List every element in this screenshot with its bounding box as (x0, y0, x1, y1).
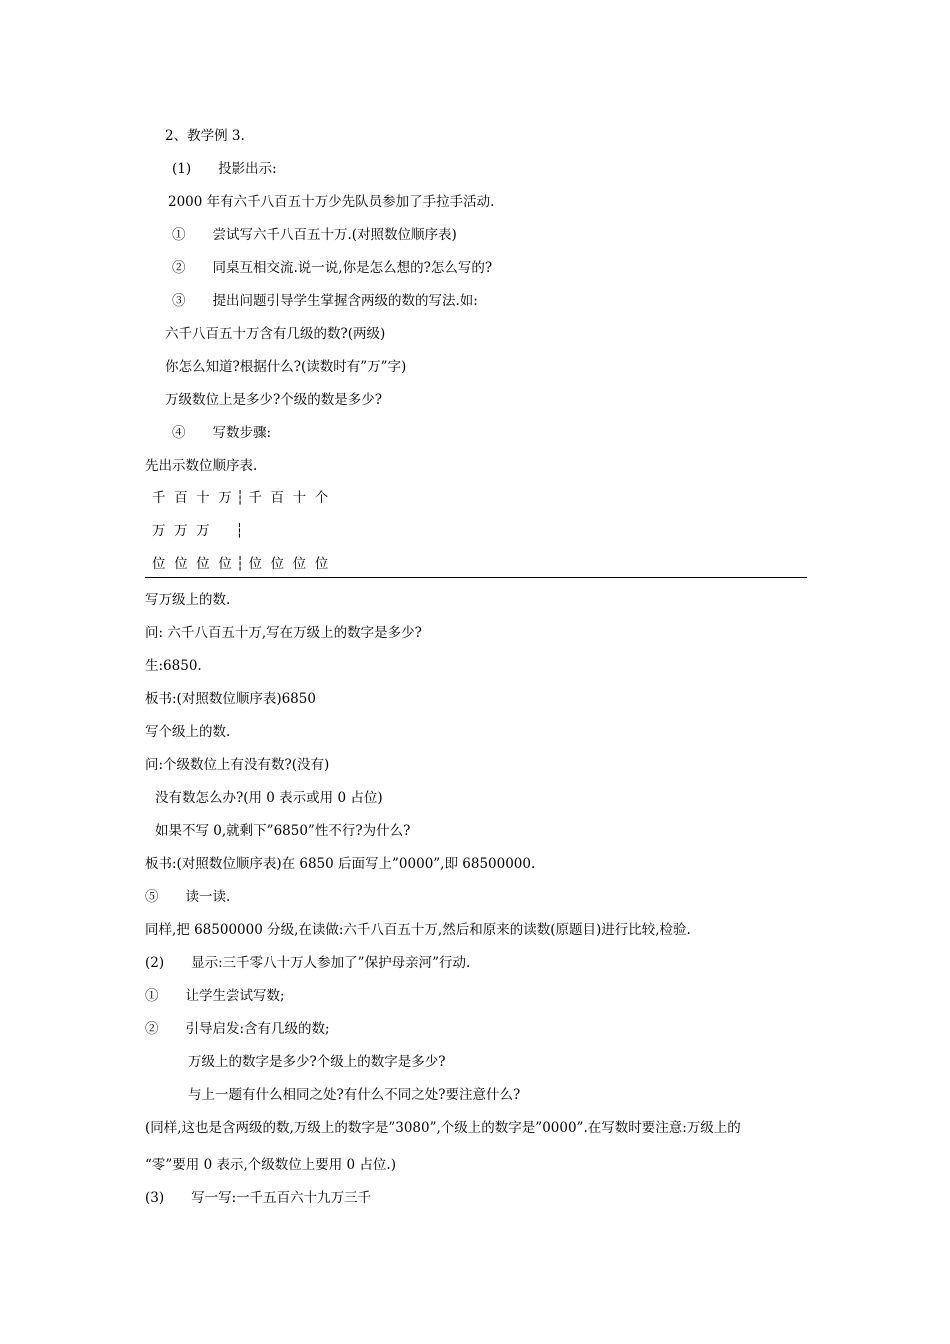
question-digits-both-levels: 万级上的数字是多少?个级上的数字是多少? (188, 1054, 446, 1070)
step-2-substep-2: ② 引导启发:含有几级的数; (145, 1021, 330, 1037)
show-place-table: 先出示数位顺序表. (145, 458, 258, 474)
step-3-write: (3) 写一写:一千五百六十九万三千 (145, 1190, 372, 1206)
question-how-know: 你怎么知道?根据什么?(读数时有”万”字) (165, 359, 407, 375)
write-wan-level: 写万级上的数. (145, 592, 231, 608)
question-ge-digits: 问:个级数位上有没有数?(没有) (145, 757, 330, 773)
substep-3: ③ 提出问题引导学生掌握含两级的数的写法.如: (172, 293, 478, 309)
question-values: 万级数位上是多少?个级的数是多少? (165, 392, 382, 408)
heading-example-3: 2、教学例 3. (165, 128, 245, 144)
explanation-line-1: (同样,这也是含两级的数,万级上的数字是”3080”,个级上的数字是”0000”.在写数时要注意:万级上的 (145, 1120, 741, 1136)
board-note-1: 板书:(对照数位顺序表)6850 (145, 691, 316, 707)
step-2-substep-1: ① 让学生尝试写数; (145, 988, 285, 1004)
place-table-row-1: 千 百 十 万 ┆ 千 百 十 个 (152, 490, 329, 506)
table-divider-line (145, 577, 807, 578)
place-table-row-2: 万 万 万 ┆ (152, 523, 244, 539)
substep-5: ⑤ 读一读. (145, 889, 231, 905)
problem-statement: 2000 年有六千八百五十万少先队员参加了手拉手活动. (168, 194, 495, 210)
step-1-projection: (1) 投影出示: (172, 161, 277, 177)
write-ge-level: 写个级上的数. (145, 724, 231, 740)
question-compare: 与上一题有什么相同之处?有什么不同之处?要注意什么? (188, 1087, 521, 1103)
student-answer: 生:6850. (145, 658, 202, 674)
check-reading: 同样,把 68500000 分级,在读做:六千八百五十万,然后和原来的读数(原题目)进行比较,检验. (145, 922, 691, 938)
substep-1: ① 尝试写六千八百五十万.(对照数位顺序表) (172, 227, 457, 243)
question-without-zero: 如果不写 0,就剩下”6850”性不行?为什么? (155, 823, 411, 839)
substep-2: ② 同桌互相交流.说一说,你是怎么想的?怎么写的? (172, 260, 493, 276)
question-wan-digits: 问: 六千八百五十万,写在万级上的数字是多少? (145, 625, 422, 641)
explanation-line-2: “零”要用 0 表示,个级数位上要用 0 占位.) (145, 1157, 396, 1173)
substep-4: ④ 写数步骤: (172, 425, 272, 441)
board-note-2: 板书:(对照数位顺序表)在 6850 后面写上”0000”,即 68500000. (145, 856, 536, 872)
question-no-digits: 没有数怎么办?(用 0 表示或用 0 占位) (155, 790, 383, 806)
step-2-display: (2) 显示:三千零八十万人参加了”保护母亲河”行动. (145, 955, 471, 971)
question-levels: 六千八百五十万含有几级的数?(两级) (165, 326, 386, 342)
place-table-row-3: 位 位 位 位 ┆ 位 位 位 位 (152, 556, 329, 572)
